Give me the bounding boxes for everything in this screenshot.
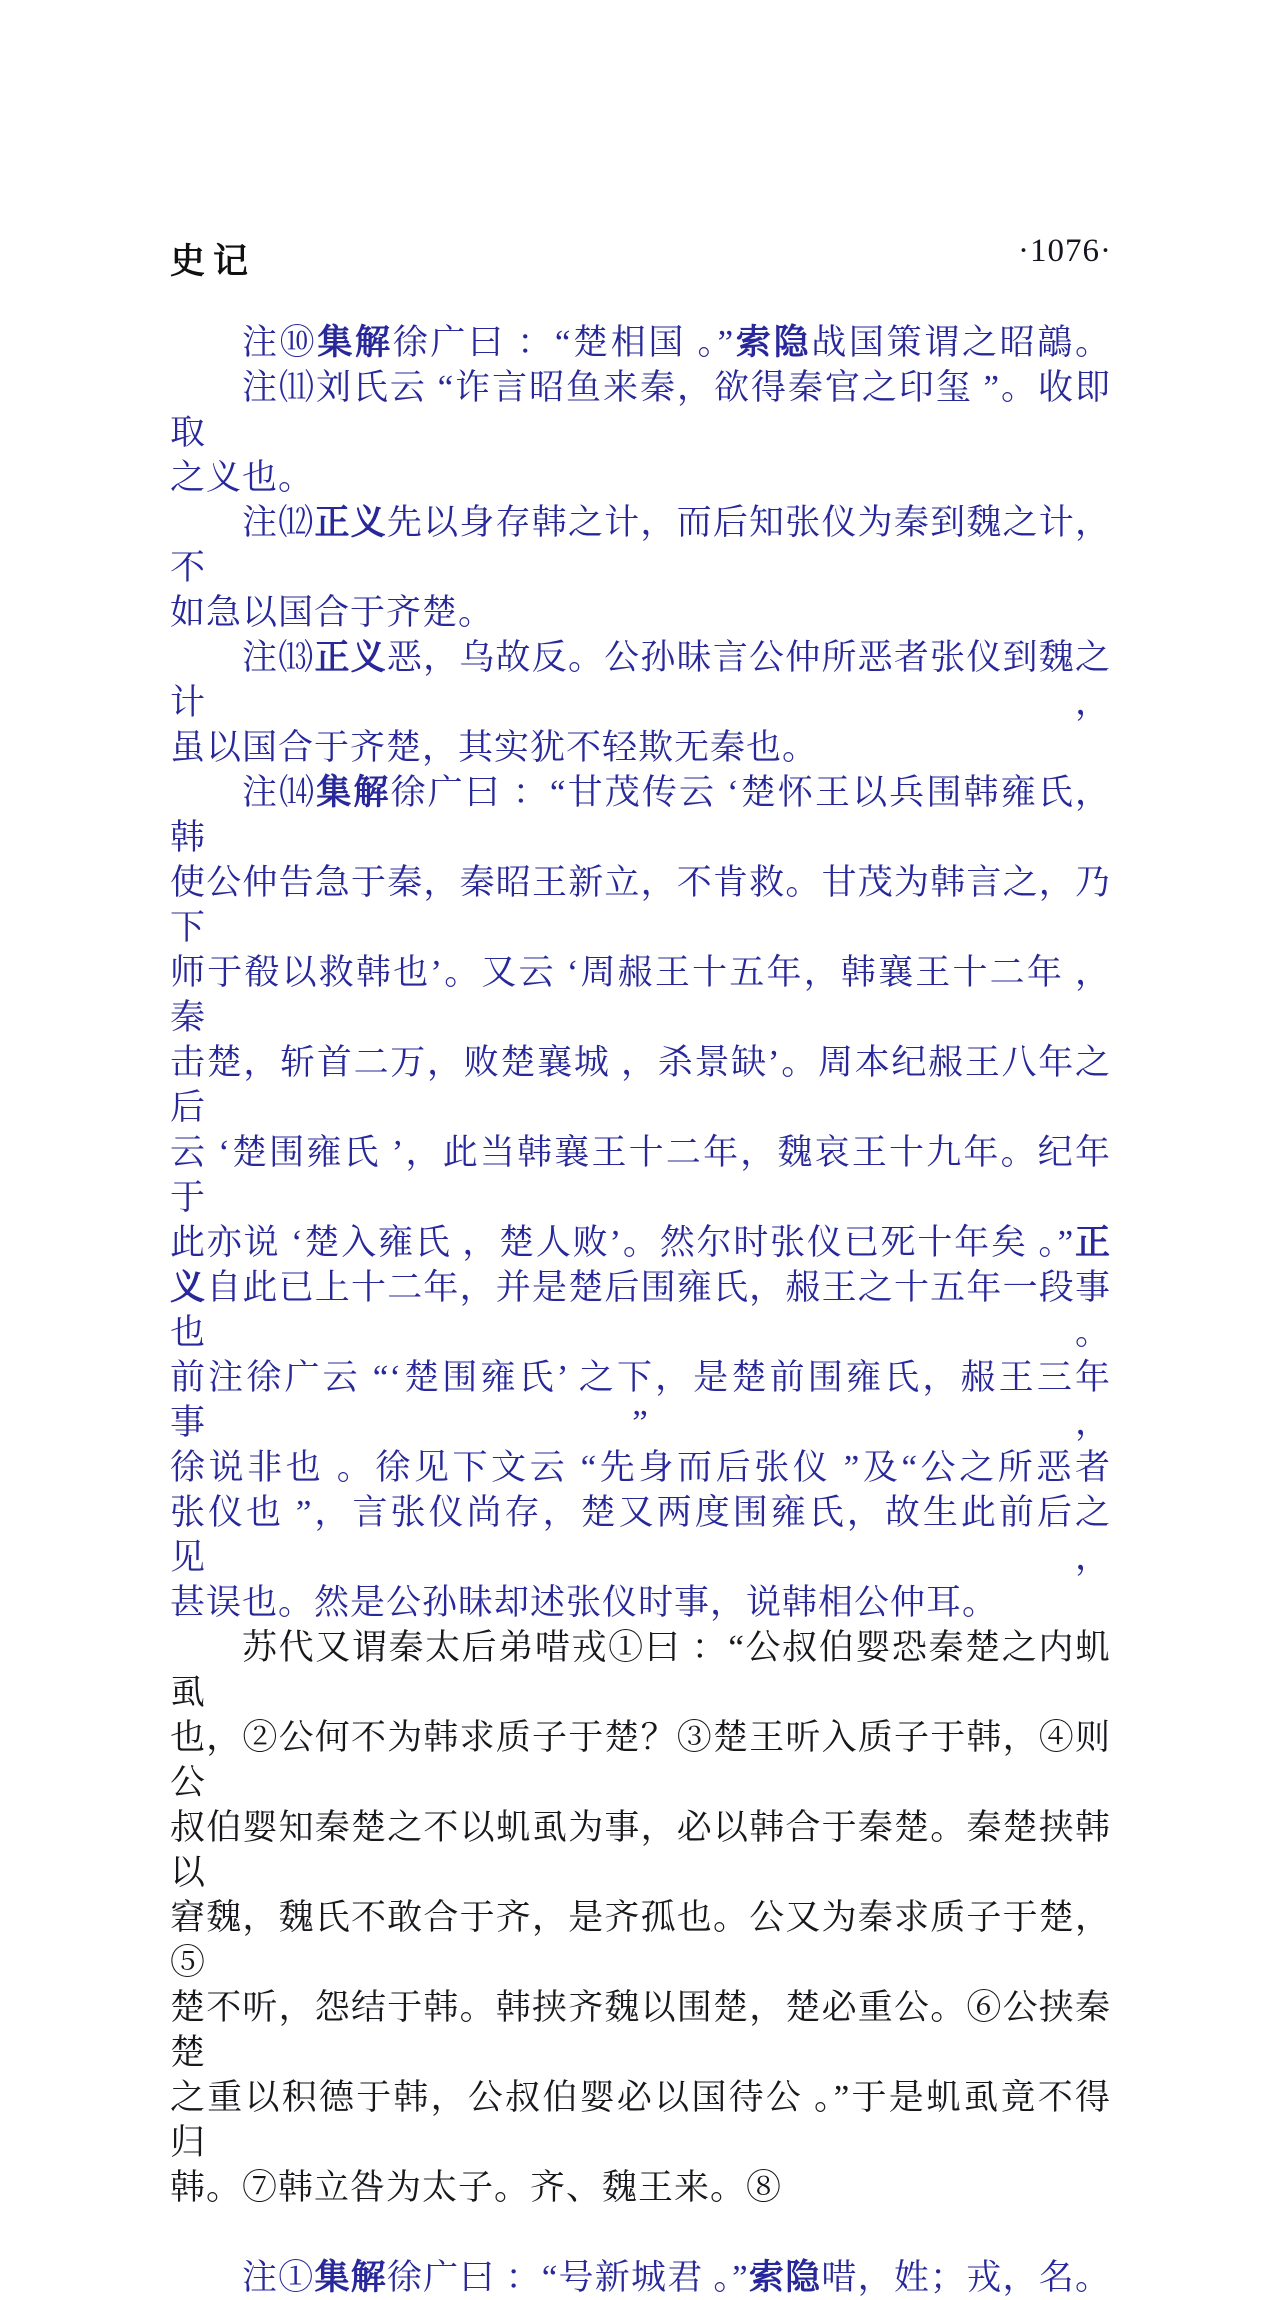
text-line	[170, 590, 1111, 635]
text-line	[170, 1355, 1111, 1445]
text-segment: 徐广曰 ：“甘茂传云 ‘楚怀王以兵围韩雍氏，韩	[170, 773, 1111, 857]
text-line	[170, 2255, 1111, 2300]
text-line	[170, 500, 1111, 590]
text-line	[170, 635, 1111, 725]
text-segment: 徐广曰 ：“楚相国 。”	[392, 323, 735, 362]
text-segment: 张仪也 ”，言张仪尚存，楚又两度围雍氏，故生此前后之见，	[170, 1493, 1111, 1577]
text-line	[170, 2075, 1111, 2165]
page-body	[170, 320, 1111, 2300]
text-segment: 之义也。	[170, 458, 315, 497]
text-line	[170, 950, 1111, 1040]
text-segment: 使公仲告急于秦，秦昭王新立，不肯救。甘茂为韩言之，乃下	[170, 863, 1111, 947]
text-line	[170, 1040, 1111, 1130]
text-line	[170, 365, 1111, 455]
text-line	[170, 1580, 1111, 1625]
text-line	[170, 1715, 1111, 1805]
text-segment: 自此已上十二年，并是楚后围雍氏，赧王之十五年一段事也。	[170, 1268, 1111, 1352]
text-line	[170, 1265, 1111, 1355]
text-line	[170, 1625, 1111, 1715]
commentary-marker: 义	[170, 1268, 207, 1307]
text-line	[170, 725, 1111, 770]
text-line	[170, 1220, 1111, 1265]
text-segment: 注⒁	[242, 773, 317, 812]
text-segment: 韩。⑦韩立咎为太子。齐、魏王来。⑧	[170, 2168, 783, 2207]
commentary-marker: 集解	[314, 2258, 387, 2297]
text-segment: 唶，姓；戎，名。	[821, 2258, 1111, 2297]
text-line	[170, 770, 1111, 860]
commentary-marker: 正义	[314, 638, 387, 677]
text-segment: 窘魏，魏氏不敢合于齐，是齐孤也。公又为秦求质子于楚，⑤	[170, 1898, 1111, 1982]
text-segment: 击楚，斩首二万，败楚襄城 ，杀景缺’。周本纪赧王八年之后	[170, 1043, 1111, 1127]
text-segment: 恶，乌故反。公孙昧言公仲所恶者张仪到魏之计，	[170, 638, 1111, 722]
text-segment: 叔伯婴知秦楚之不以虮虱为事，必以韩合于秦楚。秦楚挟韩以	[170, 1808, 1111, 1892]
text-segment: 甚误也。然是公孙昧却述张仪时事，说韩相公仲耳。	[170, 1583, 999, 1622]
text-segment: 徐说非也 。徐见下文云 “先身而后张仪 ”及“公之所恶者	[170, 1448, 1111, 1487]
text-line	[170, 860, 1111, 950]
commentary-marker: 索隐	[734, 323, 812, 362]
text-segment: 云 ‘楚围雍氏 ’，此当韩襄王十二年，魏哀王十九年。纪年于	[170, 1133, 1111, 1217]
text-segment: 战国策谓之昭鶮。	[811, 323, 1111, 362]
text-segment: 虽以国合于齐楚，其实犹不轻欺无秦也。	[170, 728, 819, 767]
text-segment: 徐广曰 ：“号新城君 。”	[386, 2258, 749, 2297]
text-segment: 注⑩	[242, 323, 318, 362]
text-segment: 前注徐广云 “‘楚围雍氏’ 之下，是楚前围雍氏，赧王三年事”，	[170, 1358, 1111, 1442]
text-segment: 注⒀	[242, 638, 315, 677]
text-line	[170, 2165, 1111, 2210]
text-line	[170, 1490, 1111, 1580]
text-line	[170, 320, 1111, 365]
text-line	[170, 1985, 1111, 2075]
text-segment: 楚不听，怨结于韩。韩挟齐魏以围楚，楚必重公。⑥公挟秦楚	[170, 1988, 1111, 2072]
text-segment: 先以身存韩之计，而后知张仪为秦到魏之计，不	[170, 503, 1111, 587]
text-segment: 苏代又谓秦太后弟唶戎①曰 ：“公叔伯婴恐秦楚之内虮虱	[170, 1628, 1111, 1712]
text-segment: 之重以积德于韩，公叔伯婴必以国待公 。”于是虮虱竟不得归	[170, 2078, 1111, 2162]
text-line	[170, 1895, 1111, 1985]
commentary-marker: 集解	[316, 773, 391, 812]
text-line	[170, 1445, 1111, 1490]
text-line	[170, 455, 1111, 500]
commentary-marker: 集解	[317, 323, 393, 362]
text-segment: 注①	[242, 2258, 315, 2297]
commentary-marker: 正	[1074, 1223, 1111, 1262]
text-line	[170, 1130, 1111, 1220]
page-number: ·1076·	[1018, 233, 1112, 269]
text-segment: 如急以国合于齐楚。	[170, 593, 495, 632]
text-segment: 注⑿	[242, 503, 315, 542]
commentary-marker: 正义	[314, 503, 387, 542]
text-segment: 师于殽以救韩也’。又云 ‘周赧王十五年，韩襄王十二年 ，秦	[170, 953, 1111, 1037]
commentary-marker: 索隐	[748, 2258, 822, 2297]
text-line	[170, 1805, 1111, 1895]
text-segment: 也，②公何不为韩求质子于楚？③楚王听入质子于韩，④则公	[170, 1718, 1111, 1802]
book-title: 史记	[170, 242, 257, 281]
text-segment: 此亦说 ‘楚入雍氏 ，楚人败’。然尔时张仪已死十年矣 。”	[170, 1223, 1075, 1262]
text-segment: 注⑾刘氏云 “诈言昭鱼来秦，欲得秦官之印玺 ”。收即取	[170, 368, 1111, 452]
